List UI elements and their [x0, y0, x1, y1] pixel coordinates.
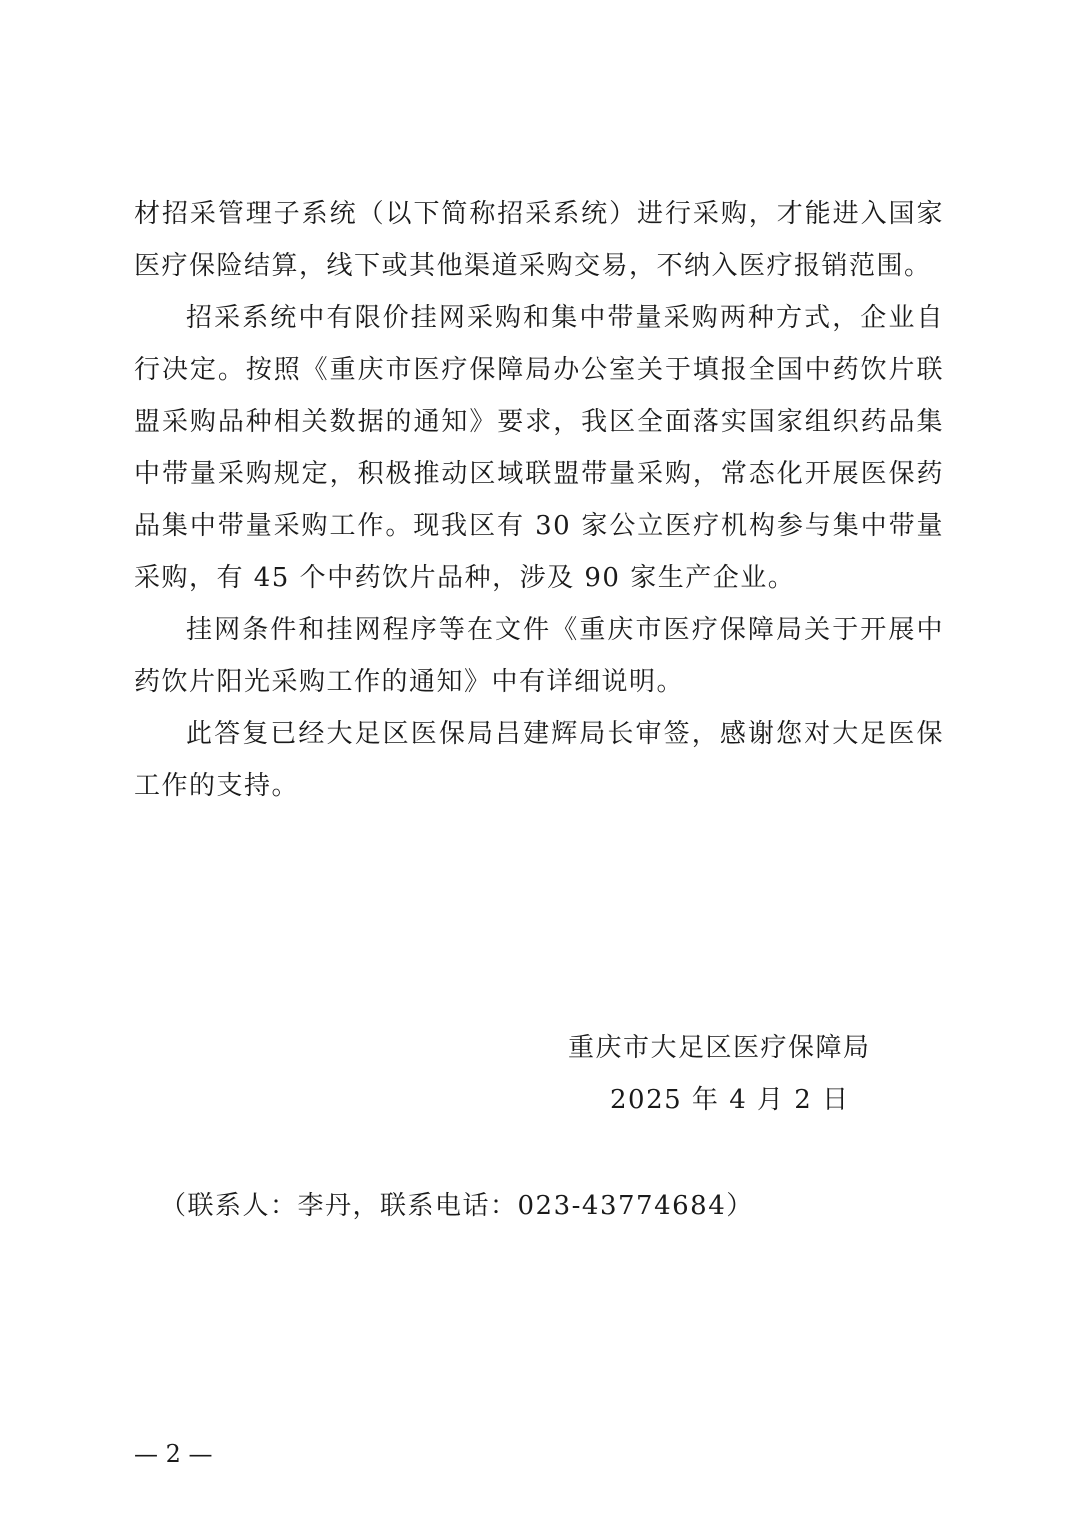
- paragraph-continuation: 材招采管理子系统（以下简称招采系统）进行采购，才能进入国家医疗保险结算，线下或其他渠道采购交易，不纳入医疗报销范围。: [134, 199, 944, 281]
- contact-info: （联系人：李丹，联系电话：023-43774684）: [160, 1191, 754, 1221]
- paragraph-listing-conditions: 挂网条件和挂网程序等在文件《重庆市医疗保障局关于开展中药饮片阳光采购工作的通知》中有详细说明。: [134, 615, 944, 697]
- signature-date: 2025 年 4 月 2 日: [610, 1085, 850, 1115]
- paragraph-procurement-methods: 招采系统中有限价挂网采购和集中带量采购两种方式，企业自行决定。按照《重庆市医疗保障局办公室关于填报全国中药饮片联盟采购品种相关数据的通知》要求，我区全面落实国家组织药品集中带量采购规定，积极推动区域联盟带量采购，常态化开展医保药品集中带量采购工作。现我区有 30 家公立医疗机构参与集中带量采购，有 45 个中药饮片品种，涉及 90 家生产企业。: [134, 303, 944, 593]
- signature-block: [568, 1022, 908, 1126]
- page-number: — 2 —: [134, 1440, 213, 1468]
- paragraph-approval-thanks: 此答复已经大足区医保局吕建辉局长审签，感谢您对大足医保工作的支持。: [134, 719, 944, 801]
- document-body: [134, 188, 944, 812]
- signature-organization: 重庆市大足区医疗保障局: [568, 1033, 871, 1063]
